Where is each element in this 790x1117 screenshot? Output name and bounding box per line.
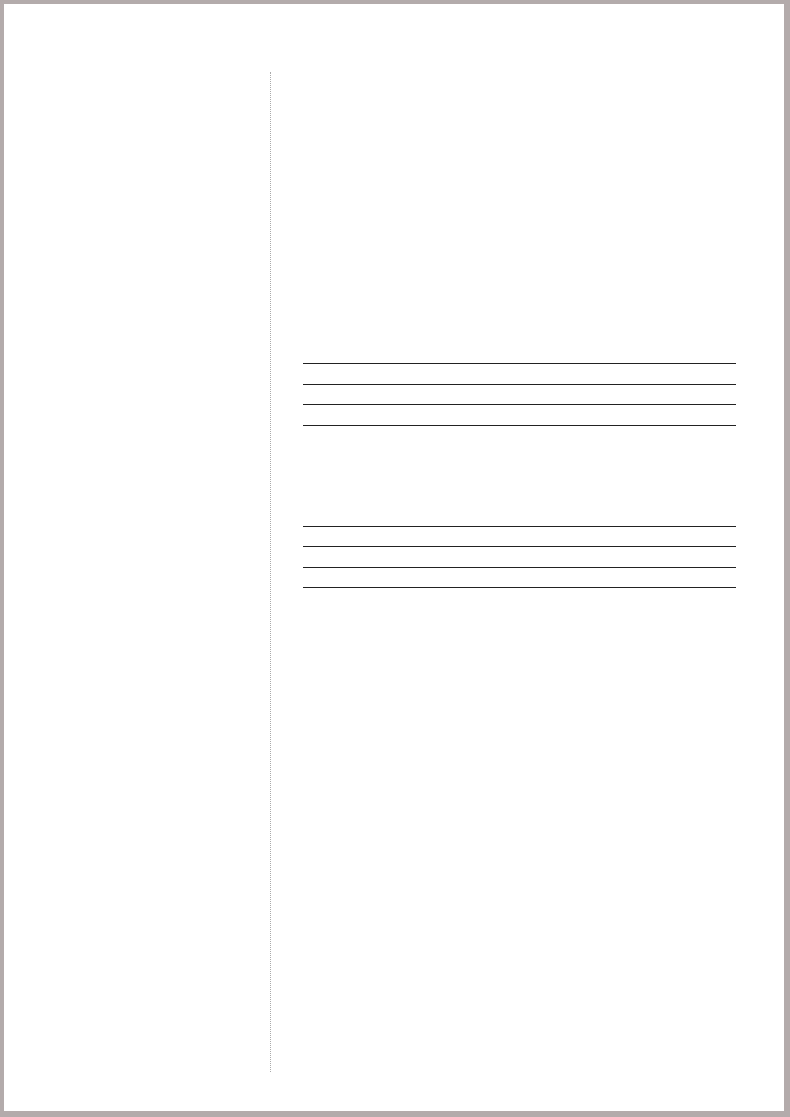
right-column xyxy=(281,70,736,1070)
answer-line[interactable] xyxy=(303,425,736,426)
column-divider xyxy=(270,72,271,1072)
answer-line[interactable] xyxy=(303,363,736,364)
answer-line[interactable] xyxy=(303,567,736,568)
left-column xyxy=(4,72,262,1072)
document-page xyxy=(4,4,784,1111)
answer-line[interactable] xyxy=(303,546,736,547)
answer-line[interactable] xyxy=(303,384,736,385)
answer-line[interactable] xyxy=(303,404,736,405)
answer-line[interactable] xyxy=(303,587,736,588)
answer-line[interactable] xyxy=(303,526,736,527)
